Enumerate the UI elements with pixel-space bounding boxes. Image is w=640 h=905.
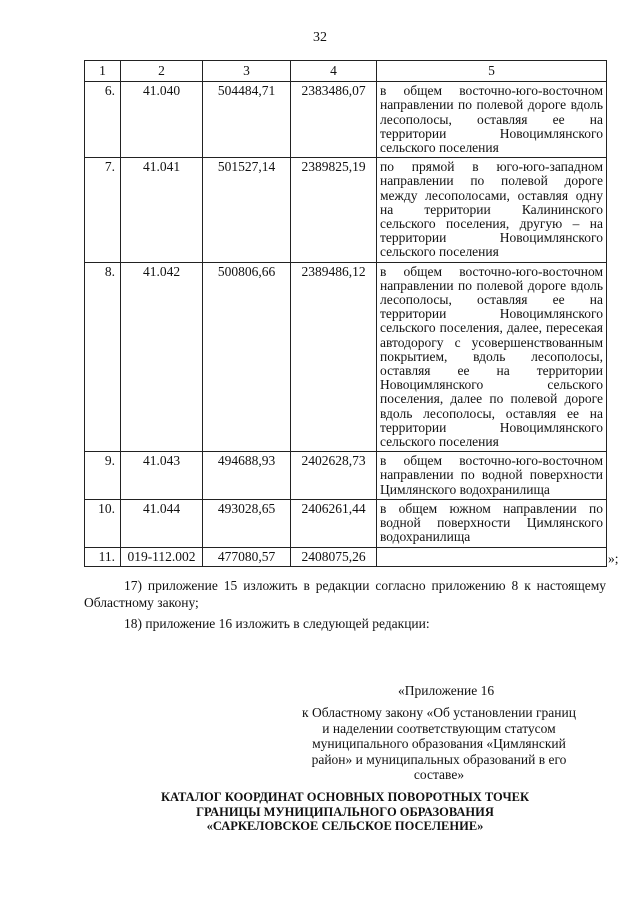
coord-y: 2406261,44 xyxy=(291,499,377,547)
point-id: 41.043 xyxy=(121,452,203,500)
catalog-heading xyxy=(84,790,606,834)
table-row xyxy=(85,499,607,547)
row-number: 8. xyxy=(85,262,121,452)
coord-y: 2389825,19 xyxy=(291,158,377,262)
catalog-line: «САРКЕЛОВСКОЕ СЕЛЬСКОЕ ПОСЕЛЕНИЕ» xyxy=(206,819,484,833)
point-id: 41.042 xyxy=(121,262,203,452)
coord-x: 493028,65 xyxy=(203,499,291,547)
catalog-line: ГРАНИЦЫ МУНИЦИПАЛЬНОГО ОБРАЗОВАНИЯ xyxy=(196,804,494,819)
coord-y: 2383486,07 xyxy=(291,82,377,158)
coord-x: 494688,93 xyxy=(203,452,291,500)
table-row xyxy=(85,452,607,500)
coord-y: 2389486,12 xyxy=(291,262,377,452)
coord-y: 2408075,26 xyxy=(291,547,377,566)
header-cell: 2 xyxy=(121,61,203,82)
coord-y: 2402628,73 xyxy=(291,452,377,500)
row-number: 11. xyxy=(85,547,121,566)
row-number: 10. xyxy=(85,499,121,547)
row-number: 9. xyxy=(85,452,121,500)
point-id: 41.044 xyxy=(121,499,203,547)
appendix-note: к Областному закону «Об установлении границ и наделении соответствующим статусом муниципального образования «Цимлянский район» и муниципальных образований в его составе» xyxy=(302,705,576,782)
appendix-title: «Приложение 16 xyxy=(398,683,495,698)
coordinates-table xyxy=(84,60,607,567)
boundary-description xyxy=(377,547,607,566)
page-number: 32 xyxy=(313,30,327,45)
coord-x: 500806,66 xyxy=(203,262,291,452)
coord-x: 477080,57 xyxy=(203,547,291,566)
table-row xyxy=(85,262,607,452)
header-cell: 5 xyxy=(377,61,607,82)
header-cell: 1 xyxy=(85,61,121,82)
catalog-line: КАТАЛОГ КООРДИНАТ ОСНОВНЫХ ПОВОРОТНЫХ ТОЧЕК xyxy=(160,790,530,804)
header-cell: 4 xyxy=(291,61,377,82)
point-id: 41.041 xyxy=(121,158,203,262)
point-id: 41.040 xyxy=(121,82,203,158)
row-number: 7. xyxy=(85,158,121,262)
boundary-description: в общем восточно-юго-восточном направлении по полевой дороге вдоль лесополосы, оставляя ее на территории Новоцимлянского сельского поселения xyxy=(377,82,607,158)
boundary-description: в общем южном направлении по водной поверхности Цимлянского водохранилища xyxy=(377,499,607,547)
boundary-description: в общем восточно-юго-восточном направлении по водной поверхности Цимлянского водохранилища xyxy=(377,452,607,500)
paragraph-17: 17) приложение 15 изложить в редакции согласно приложению 8 к настоящему Областному закону; xyxy=(84,578,606,610)
coord-x: 501527,14 xyxy=(203,158,291,262)
point-id: 019-112.002 xyxy=(121,547,203,566)
table-row xyxy=(85,82,607,158)
row-number: 6. xyxy=(85,82,121,158)
closing-quote: »; xyxy=(608,551,619,566)
boundary-description: по прямой в юго-юго-западном направлении по полевой дороге между лесополосами, оставляя одну на территории Калининского сельского поселения, другую – на территории Новоцимлянского сельского поселения xyxy=(377,158,607,262)
table-row xyxy=(85,547,607,566)
table-row xyxy=(85,158,607,262)
boundary-description: в общем восточно-юго-восточном направлении по полевой дороге вдоль лесополосы, оставляя ее на территории Новоцимлянского сельского поселения, далее, пересекая автодорогу с усовершенствованным покрытием, вдоль лесополосы, оставляя ее на территории Новоцимлянского сельского поселения, далее по полевой дороге вдоль лесополосы, оставляя ее на территории Новоцимлянского сельского поселения xyxy=(377,262,607,452)
table-header-row xyxy=(85,61,607,82)
coord-x: 504484,71 xyxy=(203,82,291,158)
paragraph-18: 18) приложение 16 изложить в следующей редакции: xyxy=(124,616,430,631)
header-cell: 3 xyxy=(203,61,291,82)
